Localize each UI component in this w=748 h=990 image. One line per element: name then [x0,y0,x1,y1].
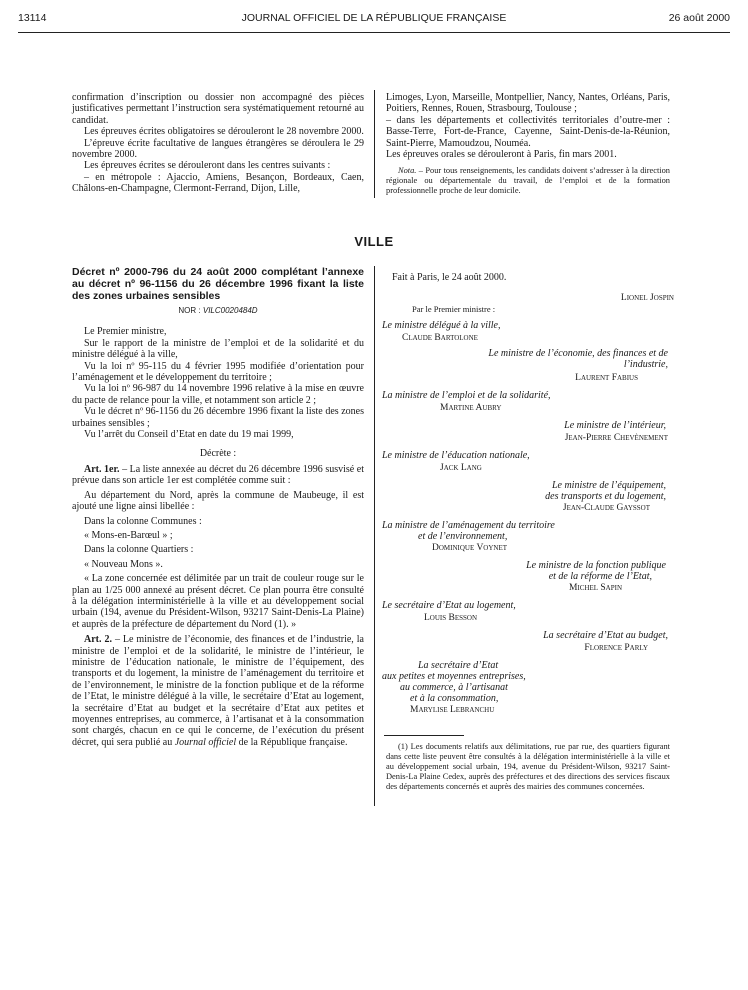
paragraph: Au département du Nord, après la commune de Maubeuge, il est ajouté une ligne ainsi libellée : [72,489,364,513]
signature-block: Le ministre délégué à la ville, [382,320,501,331]
journal-title: JOURNAL OFFICIEL DE LA RÉPUBLIQUE FRANÇAISE [241,12,507,24]
signature-block: Le ministre de l’économie, des finances et de l’industrie, [488,348,668,371]
footnote [386,742,670,792]
paragraph: confirmation d’inscription ou dossier non accompagné des pièces justificatives permettant l’instruction sera systématiquement retourné au candidat. [72,92,364,126]
issue-date: 26 août 2000 [668,12,730,24]
paragraph: « La zone concernée est délimitée par un trait de couleur rouge sur le plan au 1/25 000 annexé au présent décret. Ce plan pourra être consulté à la délégation interministérielle à la ville et au développement social urbain (194, avenue du Président-Wilson, 93217 Saint-Denis-La Plaine) et auprès de la préfecture de département du Nord (1). » [72,573,364,630]
decree-column [72,266,364,748]
nota-label: Nota. [398,166,417,176]
top-right-column [386,92,670,196]
signature-block: au commerce, à l’artisanat [400,682,508,693]
signature-block: La secrétaire d’Etat au budget, [543,630,668,641]
decrete-line: Décrète : [199,448,237,460]
paragraph: L’épreuve écrite facultative de langues étrangères se déroulera le 29 novembre 2000. [72,137,364,161]
paragraph: Les épreuves écrites se dérouleront dans les centres suivants : [84,160,331,172]
signature-name: Martine Aubry [440,403,502,413]
signature-block: et de la réforme de l’Etat, [548,571,652,582]
signature-name: Jean-Pierre Chevènement [564,433,668,443]
signature-block: La secrétaire d’Etat [418,660,499,671]
nota-text: – Pour tous renseignements, les candidats doivent s’adresser à la direction régionale ou départementale du travail, de l’emploi et de la formation professionnelle proche de leur domicile. [386,166,670,196]
column-divider [374,90,375,198]
paragraph: Vu la loi nº 95-115 du 4 février 1995 modifiée d’orientation pour l’aménagement et le développement du territoire ; [72,360,364,384]
signature-block: et de l’environnement, [418,531,508,542]
signature-block: Le secrétaire d’Etat au logement, [382,600,516,611]
article-2-text: – Le ministre de l’économie, des finances et de l’industrie, la ministre de l’emploi et de la solidarité, le ministre de l’intérieur, le ministre de l’éducation nationale, le ministre de l’équipement, des transports et du logement, la ministre de l’aménagement du territoire et de l’environnement, le ministre de la fonction publique et de la réforme de l’Etat, le ministre délégué à la ville, le secrétaire d’Etat au logement, la secrétaire d’Etat au budget et la secrétaire d’Etat aux petites et moyennes entreprises, au commerce, à l’artisanat et à la consommation sont chargés, chacun en ce qui le concerne, de l’exécution du présent décret, qui sera publié au [72,634,364,748]
paragraph: Vu l’arrêt du Conseil d’Etat en date du 19 mai 1999, [84,429,294,441]
signature-block: La ministre de l’aménagement du territoire [382,520,555,531]
article-2 [72,634,364,748]
signature-name: Michel Sapin [568,583,622,593]
paragraph: « Mons-en-Barœul » ; [84,529,173,541]
signature-block: Le ministre de l’intérieur, [564,420,666,431]
signature-name: Marylise Lebranchu [410,705,495,715]
signature-block: Le ministre de la fonction publique [526,560,666,571]
paragraph: – dans les départements et collectivités territoriales d’outre-mer : Basse-Terre, Fort-de-France, Cayenne, Saint-Denis-de-la-Réunion, Saint-Pierre, Mamoudzou, Nouméa. [386,114,670,149]
signature-name: Claude Bartolone [402,333,478,343]
paragraph: – en métropole : Ajaccio, Amiens, Besançon, Bordeaux, Caen, Châlons-en-Champagne, Clermont-Ferrand, Dijon, Lille, [72,171,364,195]
paragraph: « Nouveau Mons ». [84,558,163,570]
signature-block: des transports et du logement, [545,491,666,502]
page-number: 13114 [18,12,47,24]
article-2-end: de la République française. [236,736,348,748]
paragraph: Dans la colonne Quartiers : [84,544,194,556]
article-1 [72,464,364,487]
paragraph: Les épreuves écrites obligatoires se dérouleront le 28 novembre 2000. [84,126,364,138]
signature-block: et à la consommation, [410,693,499,704]
by-prime-minister: Par le Premier ministre : [412,304,496,314]
article-1-label: Art. 1er. [84,463,120,475]
article-1-text: – La liste annexée au décret du 26 décembre 1996 susvisé et prévue dans son article 1er est complétée comme suit : [72,463,364,487]
signature-name: Jack Lang [440,463,482,473]
paragraph: Vu le décret nº 96-1156 du 26 décembre 1996 fixant la liste des zones urbaines sensibles ; [72,406,364,429]
section-title: VILLE [354,234,394,249]
signer-name: Lionel Jospin [620,293,674,303]
signature-block: aux petites et moyennes entreprises, [382,671,526,682]
signature-name: Laurent Fabius [575,373,638,383]
article-2-label: Art. 2. [84,634,112,646]
nor-reference [72,305,364,316]
paragraph: Dans la colonne Communes : [84,515,202,527]
paragraph: Vu la loi nº 96-987 du 14 novembre 1996 relative à la mise en œuvre du pacte de relance pour la ville, et notamment son article 2 ; [72,383,364,406]
journal-officiel-ref: Journal officiel [174,736,237,748]
decree-title: Décret nº 2000-796 du 24 août 2000 complétant l’annexe au décret nº 96-1156 du 26 décembre 1996 fixant la liste des zones urbaines sensibles [72,266,364,302]
top-left-column [72,92,364,195]
nor-code: VILC0020484D [202,306,258,315]
signature-name: Jean-Claude Gayssot [562,503,650,513]
signature-block: Le ministre de l’équipement, [551,480,666,491]
column-divider [374,266,375,806]
paragraph: Les épreuves orales se dérouleront à Paris, fin mars 2001. [386,149,617,161]
footnote-text: (1) Les documents relatifs aux délimitations, rue par rue, des quartiers figurant dans cette liste peuvent être consultés à la délégation interministérielle à la ville et au développement social urbain, 194, avenue du Président-Wilson, 93217 Saint-Denis-La Plaine Cedex, auprès des préfectures et des directions des services fiscaux des départements concernés et auprès des mairies des communes concernées. [386,742,670,791]
paragraph: Limoges, Lyon, Marseille, Montpellier, Nancy, Nantes, Orléans, Paris, Poitiers, Rennes, Rouen, Strasbourg, Toulouse ; [386,92,670,115]
footnote-rule [384,735,464,736]
nota-note [386,166,670,196]
signature-name: Dominique Voynet [432,543,508,553]
signature-name: Louis Besson [424,613,478,623]
page-header [18,8,730,30]
paragraph: Le Premier ministre, [84,326,167,338]
nor-label: NOR : [178,306,203,315]
signature-name: Florence Parly [584,643,648,653]
signature-block: Le ministre de l’éducation nationale, [382,450,530,461]
signature-block: La ministre de l’emploi et de la solidarité, [382,390,551,401]
header-rule [18,32,730,33]
paragraph: Sur le rapport de la ministre de l’emploi et de la solidarité et du ministre délégué à la ville, [72,337,364,361]
place-date: Fait à Paris, le 24 août 2000. [392,272,507,283]
